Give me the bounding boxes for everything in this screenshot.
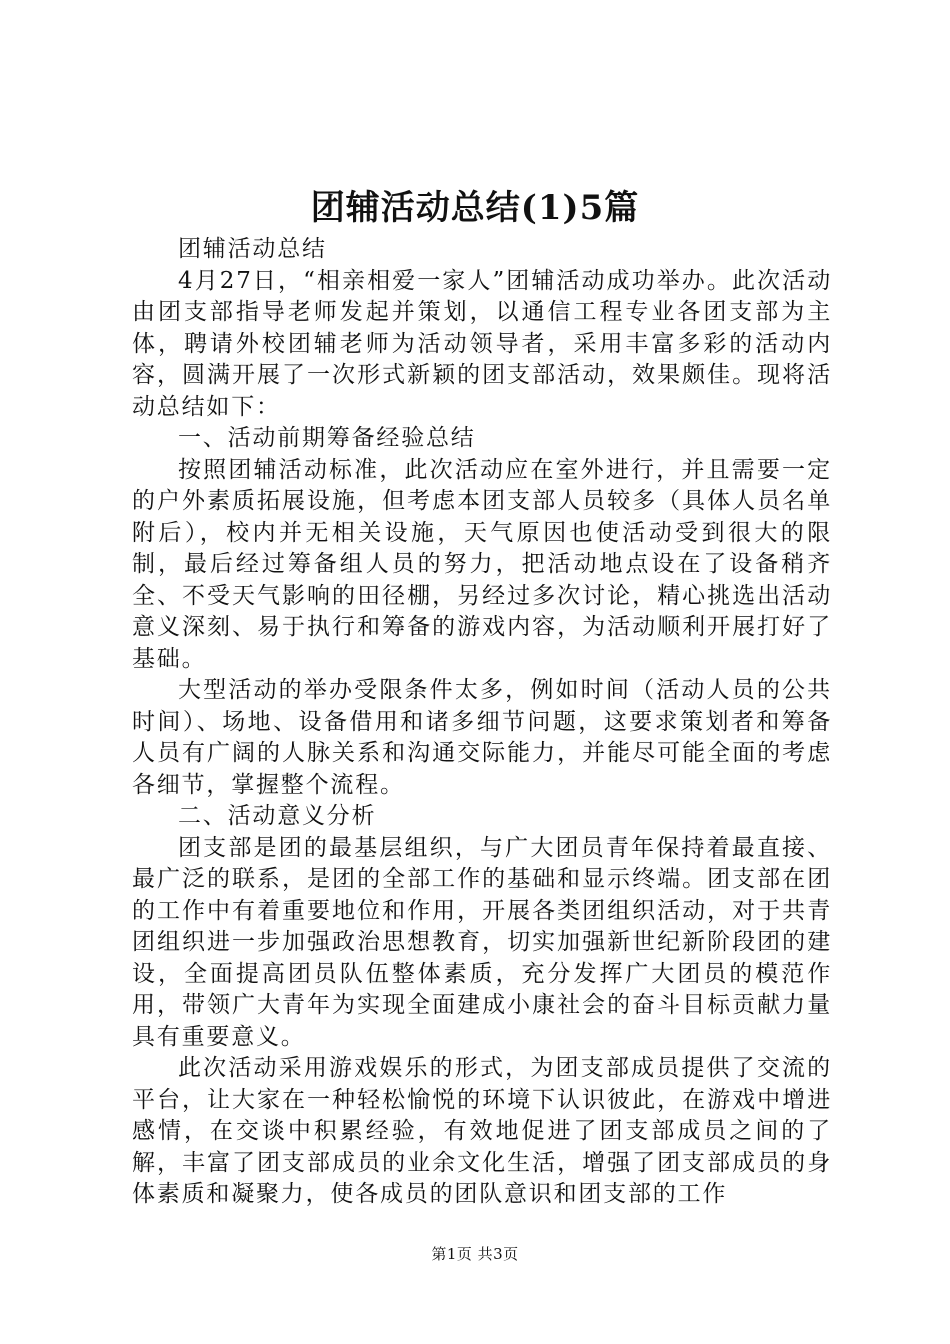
paragraph-constraints: 大型活动的举办受限条件太多，例如时间（活动人员的公共时间）、场地、设备借用和诸多细节问题，这要求策划者和筹备人员有广阔的人脉关系和沟通交际能力，并能尽可能全面的考虑各细节，掌握整个流程。 <box>132 677 832 798</box>
page-number-footer: 第1页 共3页 <box>431 1245 519 1263</box>
paragraph-significance: 团支部是团的最基层组织，与广大团员青年保持着最直接、最广泛的联系，是团的全部工作的基础和显示终端。团支部在团的工作中有着重要地位和作用，开展各类团组织活动，对于共青团组织进一步加强政治思想教育，切实加强新世纪新阶段团的建设，全面提高团员队伍整体素质，充分发挥广大团员的模范作用，带领广大青年为实现全面建成小康社会的奋斗目标贡献力量具有重要意义。 <box>132 834 832 1050</box>
paragraph-activity-effect: 此次活动采用游戏娱乐的形式，为团支部成员提供了交流的平台，让大家在一种轻松愉悦的环境下认识彼此，在游戏中增进感情，在交谈中积累经验，有效地促进了团支部成员之间的了解，丰富了团支部成员的业余文化生活，增强了团支部成员的身体素质和凝聚力，使各成员的团队意识和团支部的工作 <box>132 1055 832 1207</box>
section-heading-preparation: 一、活动前期筹备经验总结 <box>178 425 476 451</box>
document-title: 团辅活动总结(1)5篇 <box>310 188 640 228</box>
paragraph-heading-summary: 团辅活动总结 <box>178 236 327 262</box>
document-body <box>132 234 832 1211</box>
paragraph-preparation: 按照团辅活动标准，此次活动应在室外进行，并且需要一定的户外素质拓展设施，但考虑本团支部人员较多（具体人员名单附后），校内并无相关设施，天气原因也使活动受到很大的限制，最后经过筹备组人员的努力，把活动地点设在了设备稍齐全、不受天气影响的田径棚，另经过多次讨论，精心挑选出活动意义深刻、易于执行和筹备的游戏内容，为活动顺利开展打好了基础。 <box>132 456 832 672</box>
paragraph-intro: 4月27日，“相亲相爱一家人”团辅活动成功举办。此次活动由团支部指导老师发起并策划，以通信工程专业各团支部为主体，聘请外校团辅老师为活动领导者，采用丰富多彩的活动内容，圆满开展了一次形式新颖的团支部活动，效果颇佳。现将活动总结如下： <box>132 267 832 420</box>
section-heading-significance: 二、活动意义分析 <box>178 803 377 829</box>
